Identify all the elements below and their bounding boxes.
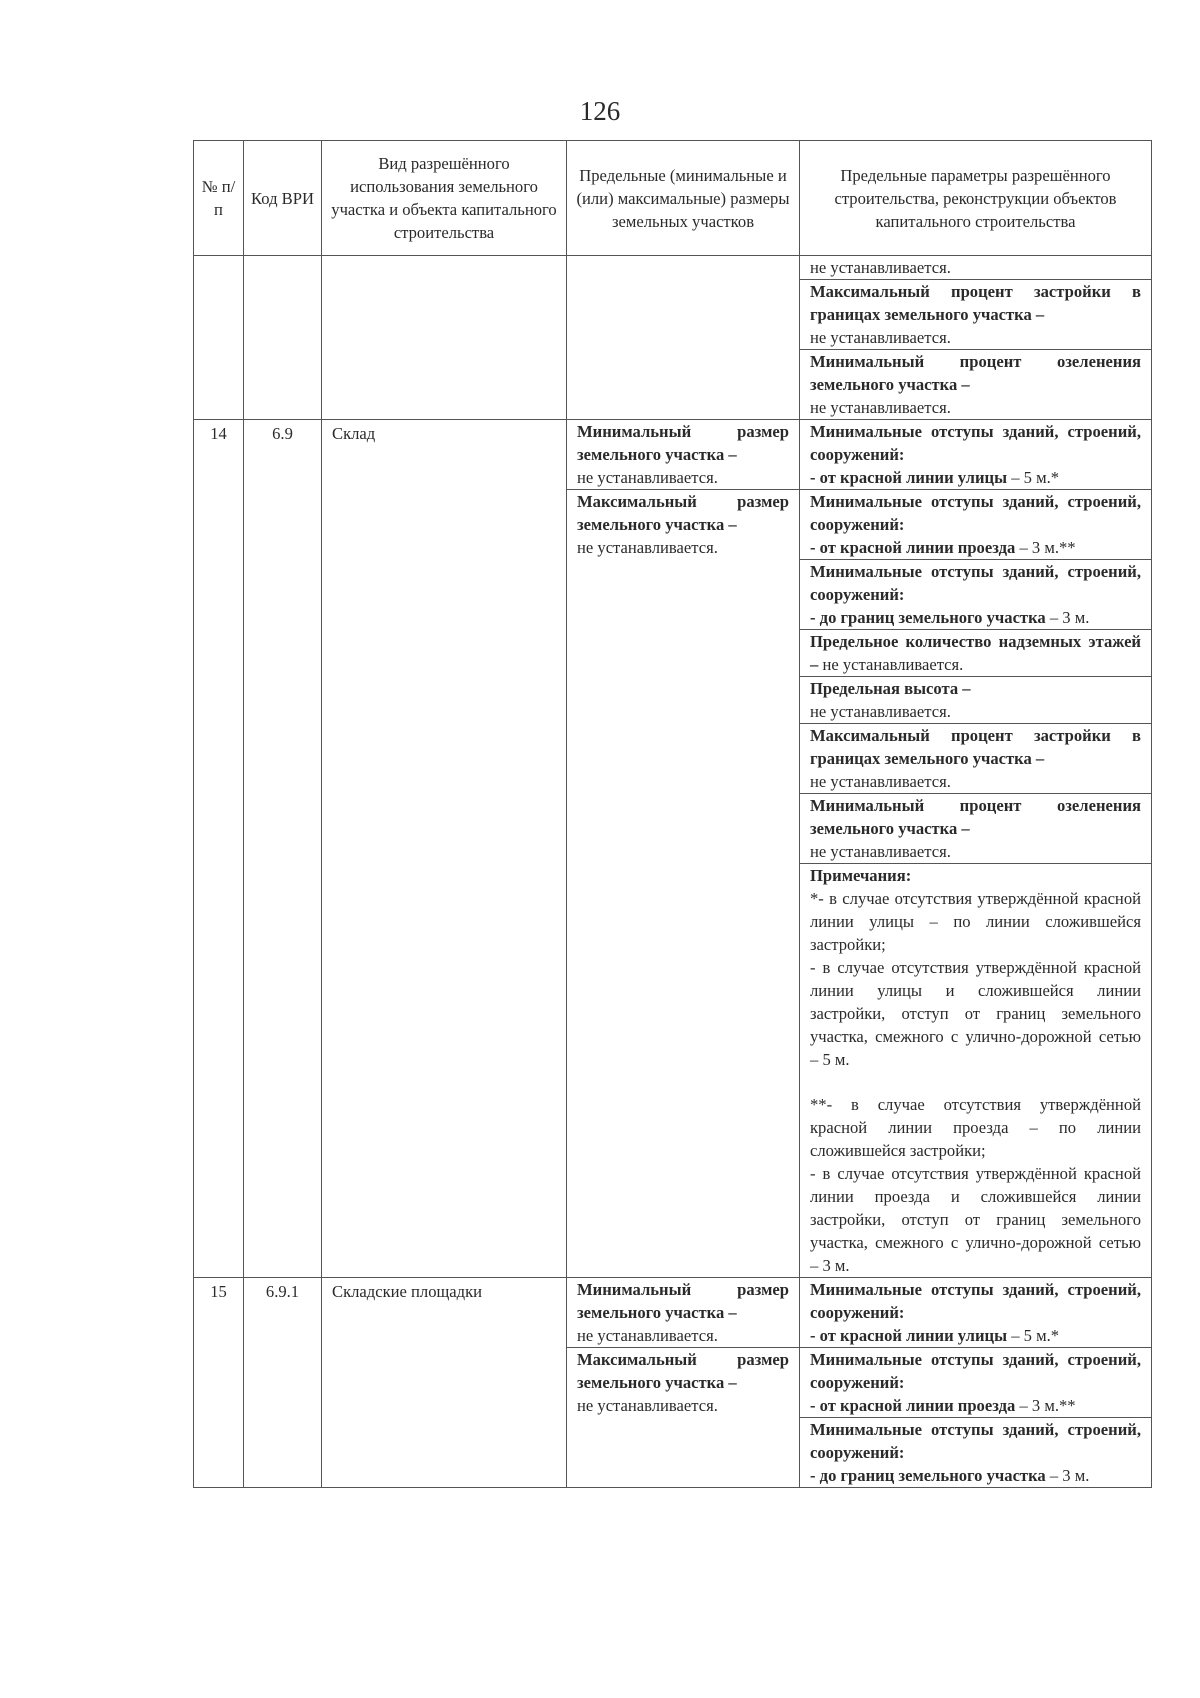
- param-label: Минимальные отступы зданий, строений, сооружений:: [810, 1420, 1141, 1462]
- param-value: не устанавливается.: [822, 655, 964, 674]
- header-use-type: Вид разрешённого использования земельного участка и объекта капитального строительства: [322, 141, 567, 256]
- header-land-size: Предельные (минимальные и (или) максимальные) размеры земельных участков: [567, 141, 800, 256]
- param-label: Предельная высота –: [810, 679, 971, 698]
- param-label: Максимальный процент застройки в границах земельного участка –: [810, 726, 1141, 768]
- table-row: [194, 256, 1152, 280]
- page-number: 126: [579, 96, 621, 126]
- row-number: 14: [194, 420, 244, 1278]
- param-sublabel: - от красной линии проезда: [810, 1396, 1016, 1415]
- param-cell: [800, 630, 1152, 677]
- row-code: 6.9.1: [244, 1278, 322, 1488]
- note-text: - в случае отсутствия утверждённой красной линии проезда и сложившейся линии застройки, отступ от границ земельного участка, смежного с улично-дорожной сетью – 3 м.: [810, 1164, 1141, 1275]
- param-value: не устанавливается.: [810, 398, 951, 417]
- size-max-cell: [567, 1348, 800, 1488]
- size-value: не устанавливается.: [577, 1396, 718, 1415]
- row-use-name: Складские площадки: [322, 1278, 567, 1488]
- regulations-table: [193, 140, 1152, 1488]
- table-row: [194, 420, 1152, 490]
- param-value: не устанавливается.: [810, 328, 951, 347]
- notes-title: Примечания:: [810, 866, 912, 885]
- cont-name-cell: [322, 256, 567, 420]
- param-sublabel: - до границ земельного участка: [810, 608, 1046, 627]
- row-number: 15: [194, 1278, 244, 1488]
- row-use-name: Склад: [322, 420, 567, 1278]
- param-value: не устанавливается.: [810, 842, 951, 861]
- size-value: не устанавливается.: [577, 538, 718, 557]
- param-value: – 3 м.**: [1019, 1396, 1076, 1415]
- param-cell: [800, 420, 1152, 490]
- cont-param-cell: [800, 280, 1152, 350]
- size-value: не устанавливается.: [577, 1326, 718, 1345]
- param-value: – 5 м.*: [1011, 468, 1060, 487]
- param-label: Минимальные отступы зданий, строений, сооружений:: [810, 562, 1141, 604]
- param-cell: [800, 1418, 1152, 1488]
- cont-param-cell: [800, 256, 1152, 280]
- size-max-cell: [567, 490, 800, 1278]
- cont-param-cell: [800, 350, 1152, 420]
- param-cell: [800, 677, 1152, 724]
- table-header-row: [194, 141, 1152, 256]
- table-row: [194, 1278, 1152, 1348]
- param-cell: [800, 560, 1152, 630]
- param-sublabel: - от красной линии проезда: [810, 538, 1016, 557]
- cont-param-text: не устанавливается.: [810, 258, 951, 277]
- param-cell: [800, 490, 1152, 560]
- size-value: не устанавливается.: [577, 468, 718, 487]
- param-value: – 3 м.**: [1019, 538, 1076, 557]
- note-text: *- в случае отсутствия утверждённой красной линии улицы – по линии сложившейся застройки;: [810, 889, 1141, 954]
- size-min-cell: [567, 1278, 800, 1348]
- note-text: **- в случае отсутствия утверждённой красной линии проезда – по линии сложившейся застройки;: [810, 1095, 1141, 1160]
- cont-size-cell: [567, 256, 800, 420]
- param-value: – 3 м.: [1049, 608, 1090, 627]
- param-cell: [800, 724, 1152, 794]
- param-sublabel: - от красной линии улицы: [810, 1326, 1008, 1345]
- param-value: не устанавливается.: [810, 772, 951, 791]
- param-cell: [800, 794, 1152, 864]
- param-label: Минимальный процент озеленения земельного участка –: [810, 796, 1141, 838]
- header-code: Код ВРИ: [244, 141, 322, 256]
- note-text: - в случае отсутствия утверждённой красной линии улицы и сложившейся линии застройки, отступ от границ земельного участка, смежного с улично-дорожной сетью – 5 м.: [810, 958, 1141, 1069]
- size-label: Максимальный размер земельного участка –: [577, 492, 789, 534]
- header-build-params: Предельные параметры разрешённого строительства, реконструкции объектов капитального строительства: [800, 141, 1152, 256]
- param-cell: [800, 1348, 1152, 1418]
- header-num: № п/п: [194, 141, 244, 256]
- param-sublabel: - до границ земельного участка: [810, 1466, 1046, 1485]
- param-label: Минимальные отступы зданий, строений, сооружений:: [810, 1350, 1141, 1392]
- param-label: Минимальный процент озеленения земельного участка –: [810, 352, 1141, 394]
- param-label: Максимальный процент застройки в границах земельного участка –: [810, 282, 1141, 324]
- param-value: – 3 м.: [1049, 1466, 1090, 1485]
- param-label: Минимальные отступы зданий, строений, сооружений:: [810, 1280, 1141, 1322]
- param-value: – 5 м.*: [1011, 1326, 1060, 1345]
- size-min-cell: [567, 420, 800, 490]
- note-spacer: [810, 1071, 1141, 1093]
- param-label: Предельное количество надземных этажей –: [810, 632, 1141, 674]
- size-label: Минимальный размер земельного участка –: [577, 422, 789, 464]
- size-label: Минимальный размер земельного участка –: [577, 1280, 789, 1322]
- cont-code-cell: [244, 256, 322, 420]
- param-label: Минимальные отступы зданий, строений, сооружений:: [810, 422, 1141, 464]
- size-label: Максимальный размер земельного участка –: [577, 1350, 789, 1392]
- param-sublabel: - от красной линии улицы: [810, 468, 1008, 487]
- row-code: 6.9: [244, 420, 322, 1278]
- param-cell: [800, 1278, 1152, 1348]
- param-label: Минимальные отступы зданий, строений, сооружений:: [810, 492, 1141, 534]
- notes-cell: [800, 864, 1152, 1278]
- param-value: не устанавливается.: [810, 702, 951, 721]
- cont-num-cell: [194, 256, 244, 420]
